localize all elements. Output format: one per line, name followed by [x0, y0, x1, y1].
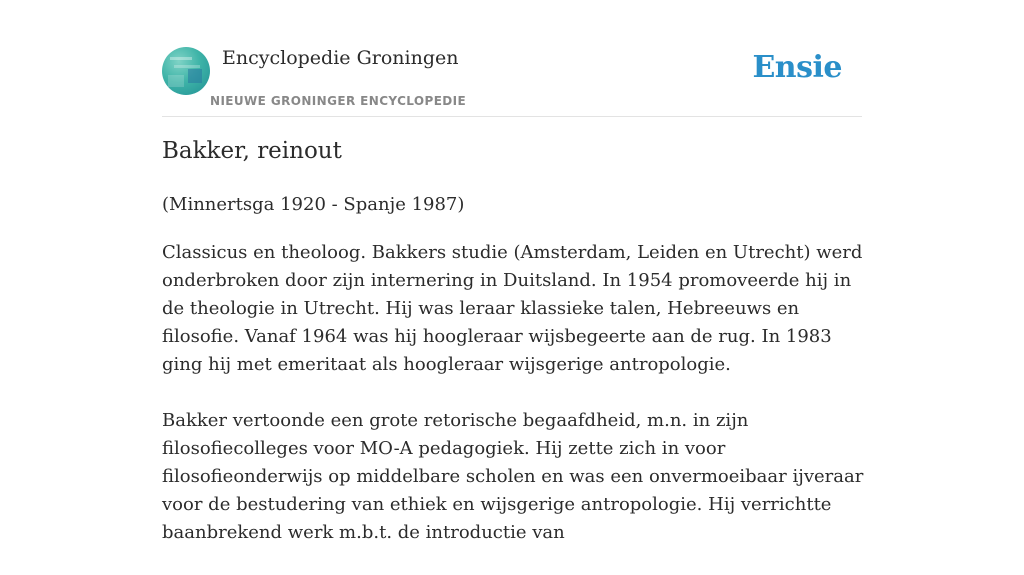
site-title-link[interactable]: Encyclopedie Groningen: [222, 47, 459, 69]
entry-paragraph: Bakker vertoonde een grote retorische begaafdheid, m.n. in zijn filosofiecolleges voor MO-A pedagogiek. Hij zette zich in voor filosofieonderwijs op middelbare scholen en was een onvermoeibaar ijveraar voor de bestudering van ethiek en wijsgerige antropologie. Hij verrichtte baanbrekend werk m.b.t. de introductie van: [162, 410, 864, 543]
entry-paragraph: Classicus en theoloog. Bakkers studie (Amsterdam, Leiden en Utrecht) werd onderbroken door zijn internering in Duitsland. In 1954 promoveerde hij in de theologie in Utrecht. Hij was leraar klassieke talen, Hebreeuws en filosofie. Vanaf 1964 was hij hoogleraar wijsbegeerte aan de rug. In 1983 ging hij met emeritaat als hoogleraar wijsgerige antropologie.: [162, 242, 863, 375]
encyclopedia-logo-icon[interactable]: [162, 47, 210, 95]
site-header: [162, 44, 862, 117]
entry-body: [162, 239, 872, 575]
site-subtitle: NIEUWE GRONINGER ENCYCLOPEDIE: [210, 94, 467, 108]
entry-birth-death: (Minnertsga 1920 - Spanje 1987): [162, 194, 465, 215]
entry-title: Bakker, reinout: [162, 138, 342, 164]
ensie-brand-link[interactable]: Ensie: [752, 50, 842, 85]
